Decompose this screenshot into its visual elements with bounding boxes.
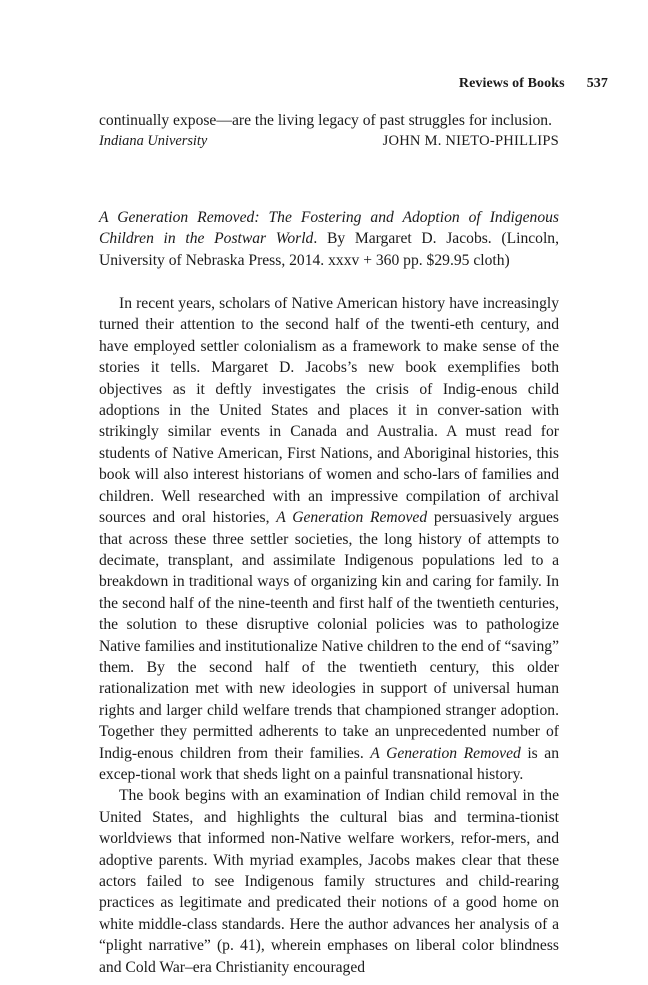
reviewer-name: JOHN M. NIETO-PHILLIPS: [382, 133, 559, 150]
reviewer-signoff: [99, 131, 559, 152]
review-paragraph-2: The book begins with an examination of Indian child removal in the United States, and highlights the cultural bias and termina-tionist worldviews that informed non-Native welfare workers, refor-mers, and adoptive parents. With myriad examples, Jacobs makes clear that these actors failed to see Indigenous family structures and child-rearing practices as legitimate and predicated their notions of a good home on white middle-class standards. Here the author advances her analysis of a “plight narrative” (p. 41), wherein emphases on liberal color blindness and Cold War–era Christianity encouraged: [99, 787, 559, 976]
page-body: [99, 110, 559, 978]
book-details: . By Margaret D. Jacobs. (Lincoln, University of Nebraska Press, 2014. xxxv + 360 pp. $29.95 cloth): [99, 230, 559, 269]
paragraph-1-text-a: In recent years, scholars of Native American history have increasingly turned their attention to the second half of the twenti-eth century, and have employed settler colonialism as a framework to make sense of the stories it tells. Margaret D. Jacobs’s new book exemplifies both objectives as it deftly investigates the crisis of Indig-enous child adoptions in the United States and places it in conver-sation with strikingly similar events in Canada and Australia. A must read for students of Native American, First Nations, and Aboriginal histories, this book will also interest historians of women and scho-lars of families and children. Well researched with an impressive compilation of archival sources and oral histories,: [99, 295, 559, 527]
review-paragraph-1: [99, 293, 559, 785]
paragraph-1-text-b: persuasively argues that across these three settler societies, the long history of attempts to decimate, transplant, and assimilate Indigenous populations led to a breakdown in traditional ways of organizing kin and caring for family. In the second half of the nine-teenth and first half of the twentieth centuries, the solution to these disruptive colonial policies was to pathologize Native families and institutionalize Native children to the end of “saving” them. By the second half of the twentieth century, this older rationalization met with new ideologies in support of universal human rights and larger child welfare trends that championed stranger adoption. Together they permitted adherents to take an unprecedented number of Indig-enous children from their families.: [99, 509, 559, 762]
reviewer-affiliation: Indiana University: [99, 133, 208, 150]
book-citation: [99, 207, 559, 271]
paragraph-1-title-ref-b: A Generation Removed: [370, 744, 521, 762]
paragraph-1-text-c: is an excep-tional work that sheds light on a painful transnational history.: [99, 744, 559, 783]
previous-review-closing: continually expose—are the living legacy of past struggles for inclusion.: [99, 112, 552, 129]
running-title: Reviews of Books: [458, 76, 565, 91]
page-number: 537: [586, 76, 608, 91]
paragraph-1-title-ref-a: A Generation Removed: [276, 509, 428, 527]
running-header: [459, 76, 608, 92]
book-title: A Generation Removed: The Fostering and Adoption of Indigenous Children in the Postwar World: [99, 208, 559, 248]
